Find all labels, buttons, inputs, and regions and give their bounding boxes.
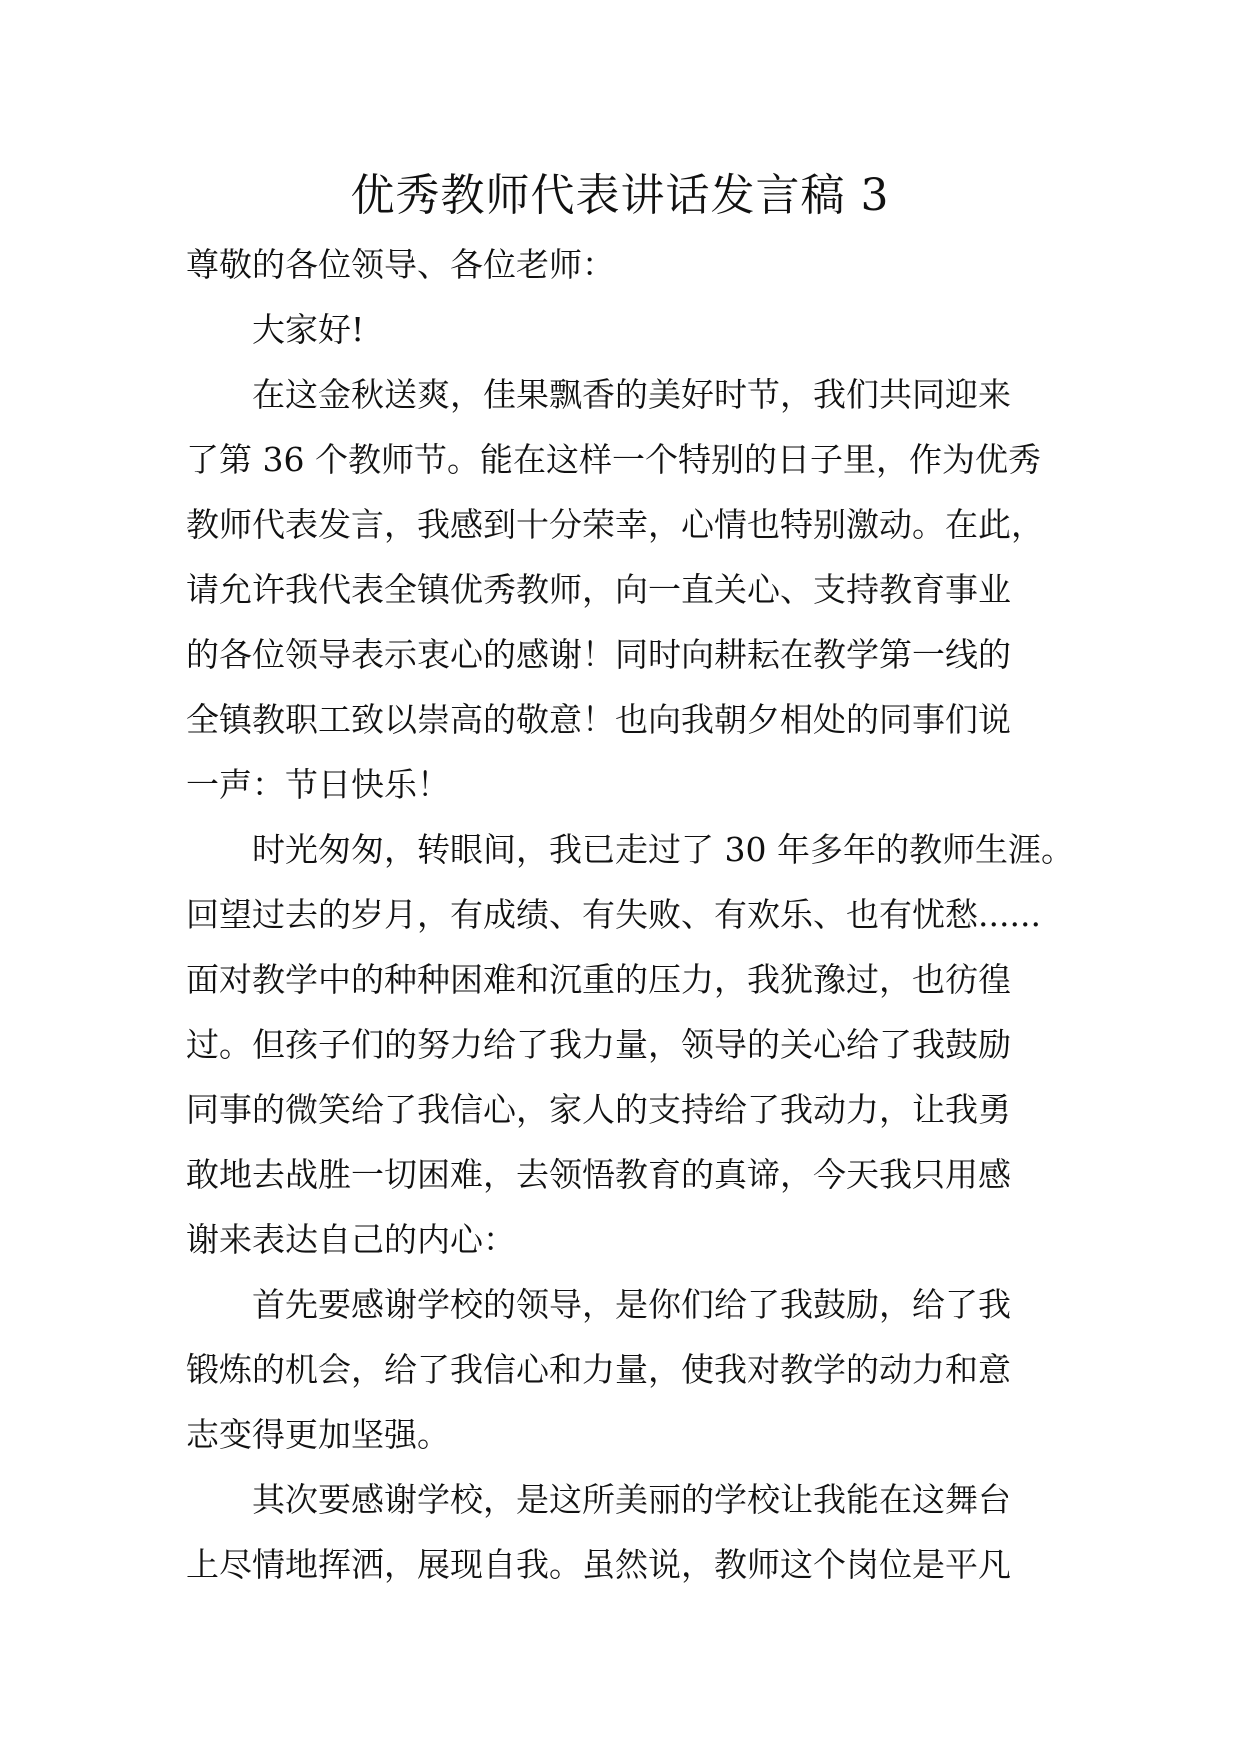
text-line: 了第 36 个教师节。能在这样一个特别的日子里，作为优秀 [186,440,1041,479]
text-line: 首先要感谢学校的领导，是你们给了我鼓励，给了我 [252,1285,1011,1324]
text-line: 的各位领导表示衷心的感谢！同时向耕耘在教学第一线的 [186,635,1011,674]
text-line: 教师代表发言，我感到十分荣幸，心情也特别激动。在此， [186,505,1044,544]
text-line: 面对教学中的种种困难和沉重的压力，我犹豫过，也彷徨 [186,960,1011,999]
text-line: 请允许我代表全镇优秀教师，向一直关心、支持教育事业 [186,570,1011,609]
text-line: 锻炼的机会，给了我信心和力量，使我对教学的动力和意 [186,1350,1011,1389]
text-line: 一声：节日快乐！ [186,765,450,804]
text-line: 上尽情地挥洒，展现自我。虽然说，教师这个岗位是平凡 [186,1545,1011,1584]
text-line: 在这金秋送爽，佳果飘香的美好时节，我们共同迎来 [252,375,1011,414]
text-line: 尊敬的各位领导、各位老师： [186,245,615,284]
document-title: 优秀教师代表讲话发言稿 3 [350,170,890,221]
text-line: 谢来表达自己的内心： [186,1220,516,1259]
text-line: 过。但孩子们的努力给了我力量，领导的关心给了我鼓励 [186,1025,1011,1064]
text-line: 敢地去战胜一切困难，去领悟教育的真谛，今天我只用感 [186,1155,1011,1194]
text-line: 时光匆匆，转眼间，我已走过了 30 年多年的教师生涯。 [252,830,1074,869]
text-line: 回望过去的岁月，有成绩、有失败、有欢乐、也有忧愁...... [186,895,1041,934]
document-body [186,232,1074,1597]
text-line: 全镇教职工致以崇高的敬意！也向我朝夕相处的同事们说 [186,700,1011,739]
text-line: 同事的微笑给了我信心，家人的支持给了我动力，让我勇 [186,1090,1011,1129]
text-line: 志变得更加坚强。 [186,1415,450,1454]
text-line: 其次要感谢学校，是这所美丽的学校让我能在这舞台 [252,1480,1011,1519]
text-line: 大家好! [252,310,365,349]
